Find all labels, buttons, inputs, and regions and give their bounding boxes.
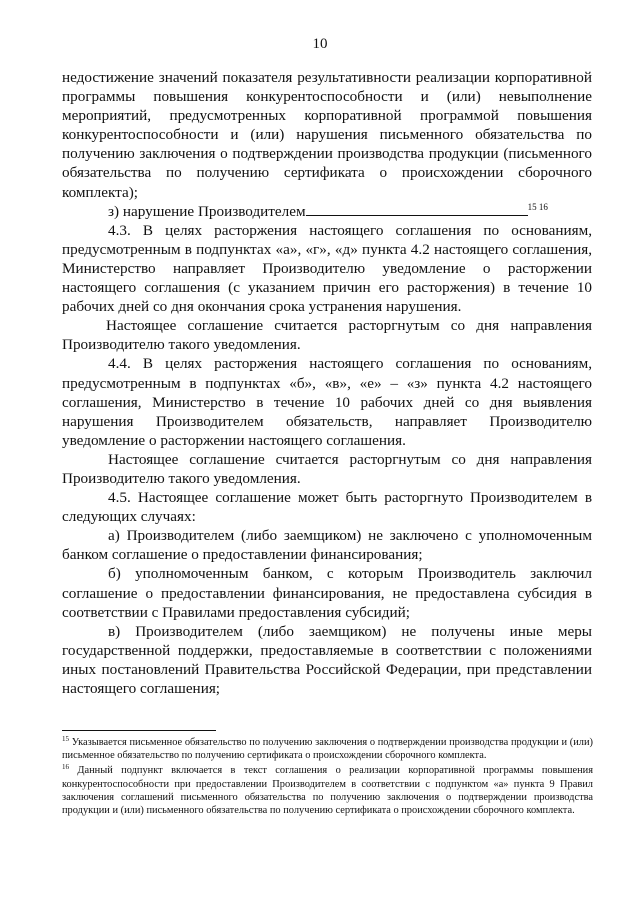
paragraph-4-5: 4.5. Настоящее соглашение может быть расторгнуто Производителем в следующих случаях: [62,489,592,526]
footnote-16-text: Данный подпункт включается в текст соглашения о реализации корпоративной программы повышения конкурентоспособности при предоставлении Производителем в соответствии с подпунктом «а» пункта 9 Правил заключения соглашений письменного обязательства по получению заключения о подтверждении производства продукции и (или) письменного обязательства по получению сертификата о происхождении сборочного комплекта. [62,765,593,817]
paragraph-subitem-z [62,202,592,221]
footnote-15-mark: 15 [62,735,69,743]
paragraph-4-3: 4.3. В целях расторжения настоящего соглашения по основаниям, предусмотренным в подпунктах «а», «г», «д» пункта 4.2 настоящего соглашения, Министерство направляет Производителю уведомление о расторжении настоящего соглашения (с указанием причин его расторжения) в течение 10 рабочих дней со дня окончания срока устранения нарушения. [62,221,592,316]
paragraph-4-5-a: а) Производителем (либо заемщиком) не заключено с уполномоченным банком соглашение о предоставлении финансирования; [62,527,592,564]
footnote-15-text: Указывается письменное обязательство по получению заключения о подтверждении производства продукции и (или) письменное обязательство по получению сертификата о происхождении сборочного комплекта. [62,737,593,762]
paragraph-4-4-termination: Настоящее соглашение считается расторгнутым со дня направления Производителю такого уведомления. [62,450,592,487]
paragraph-continuation: недостижение значений показателя результативности реализации корпоративной программы повышения конкурентоспособности и (или) невыполнение мероприятий, предусмотренных корпоративной программой повышения конкурентоспособности и (или) нарушения письменного обязательства по получению заключения о подтверждении производства продукции (письменного обязательства по получению сертификата о происхождении сборочного комплекта); [62,69,592,201]
footnote-15 [62,736,593,762]
footnote-separator [62,730,216,731]
page-number: 10 [312,36,328,52]
paragraph-4-5-b: б) уполномоченным банком, с которым Производитель заключил соглашение о предоставлении финансирования, не предоставлена субсидия в соответствии с Правилами предоставления субсидий; [62,565,592,621]
footnote-16-mark: 16 [62,763,69,772]
footnote-ref: 15 16 [527,201,548,212]
paragraph-4-4: 4.4. В целях расторжения настоящего соглашения по основаниям, предусмотренным в подпунктах «б», «в», «е» – «з» пункта 4.2 настоящего соглашения, Министерство в течение 10 рабочих дней со дня выявления нарушения Производителем обязательств, направляет Производителю уведомление о расторжении настоящего соглашения. [62,355,592,449]
blank-fill-line [306,203,528,216]
footnote-16 [62,764,593,817]
paragraph-4-5-v: в) Производителем (либо заемщиком) не получены иные меры государственной поддержки, предоставляемые в соответствии с положениями иных постановлений Правительства Российской Федерации, при представлении настоящего соглашения; [62,622,592,697]
paragraph-4-3-termination: Настоящее соглашение считается расторгнутым со дня направления Производителю такого уведомления. [62,317,592,354]
subitem-z-text: з) нарушение Производителем [108,202,306,220]
footnotes [62,736,593,819]
document-body [62,68,592,698]
